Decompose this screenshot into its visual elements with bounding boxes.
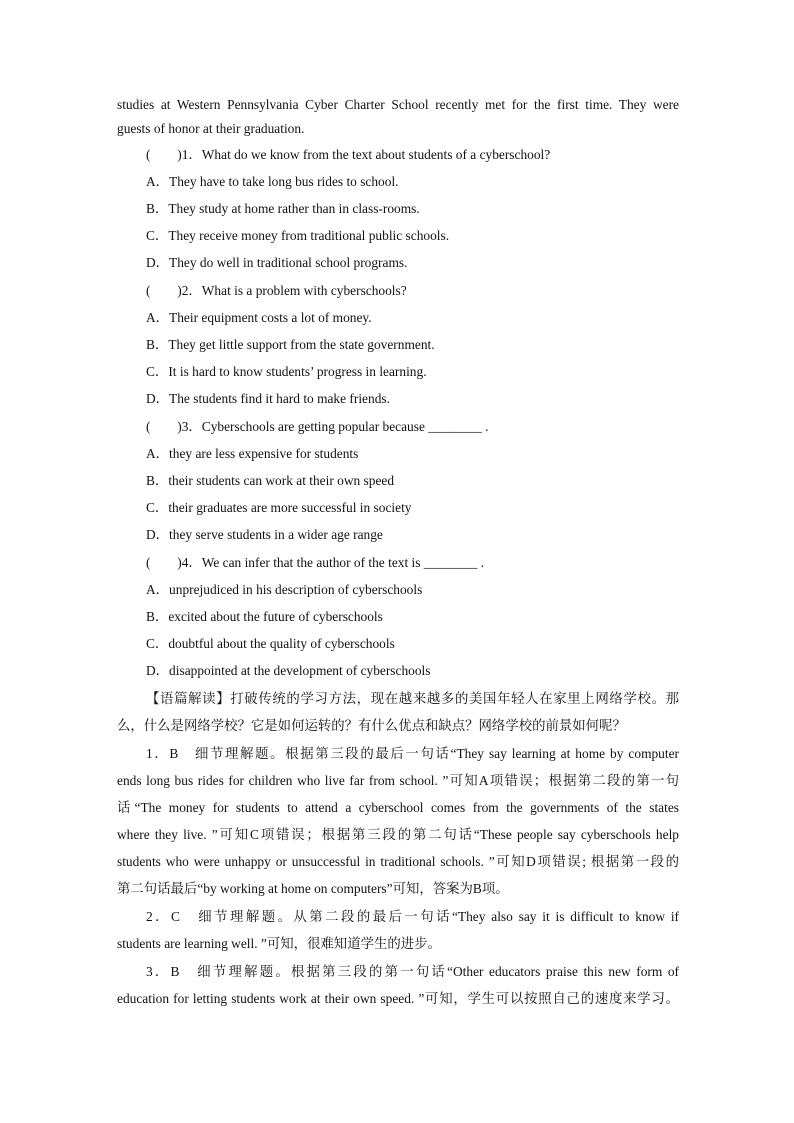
option-text: A．unprejudiced in his description of cyberschools <box>146 582 423 597</box>
analysis-intro: 么，什么是网络学校？它是如何运转的？有什么优点和缺点？网络学校的前景如何呢？ <box>117 718 626 733</box>
option-text: C．They receive money from traditional public schools. <box>146 228 450 243</box>
answer-explanation: 第二句话最后“by working at home on computers”可知，答案为B项。 <box>117 881 509 896</box>
option-text: D．They do well in traditional school programs. <box>146 255 408 270</box>
answer-explanation: 3．B 细节理解题。根据第三段的第一句话“Other educators praise this new form of <box>146 964 679 979</box>
option-text: C．It is hard to know students’ progress in learning. <box>146 364 427 379</box>
question-stem: ( )2．What is a problem with cyberschools? <box>146 283 407 298</box>
option-text: B．They study at home rather than in class-rooms. <box>146 201 420 216</box>
option-text: D．disappointed at the development of cyberschools <box>146 663 431 678</box>
answer-explanation: 2．C 细节理解题。从第二段的最后一句话“They also say it is difficult to know if <box>146 909 679 924</box>
option-text: C．their graduates are more successful in society <box>146 500 412 515</box>
option-text: B．their students can work at their own speed <box>146 473 395 488</box>
option-text: C．doubtful about the quality of cyberschools <box>146 636 395 651</box>
option-text: B．excited about the future of cyberschools <box>146 609 383 624</box>
passage-line: guests of honor at their graduation. <box>117 121 305 136</box>
option-text: D．they serve students in a wider age range <box>146 527 383 542</box>
question-stem: ( )1．What do we know from the text about students of a cyberschool? <box>146 147 551 162</box>
answer-explanation: students who were unhappy or unsuccessful in traditional schools. ”可知D项错误; 根据第一段的 <box>117 854 679 869</box>
analysis-intro: 【语篇解读】打破传统的学习方法，现在越来越多的美国年轻人在家里上网络学校。那 <box>146 691 679 706</box>
question-stem: ( )4．We can infer that the author of the text is ________ . <box>146 555 485 570</box>
question-stem: ( )3．Cyberschools are getting popular because ________ . <box>146 419 489 434</box>
option-text: A．Their equipment costs a lot of money. <box>146 310 372 325</box>
option-text: A．they are less expensive for students <box>146 446 359 461</box>
passage-line: studies at Western Pennsylvania Cyber Charter School recently met for the first time. They were <box>117 97 679 112</box>
answer-explanation: where they live. ”可知C项错误；根据第三段的第二句话“These people say cyberschools help <box>117 827 679 842</box>
answer-explanation: education for letting students work at their own speed. ”可知，学生可以按照自己的速度来学习。 <box>117 991 679 1006</box>
option-text: B．They get little support from the state government. <box>146 337 435 352</box>
answer-explanation: 1．B 细节理解题。根据第三段的最后一句话“They say learning at home by computer <box>146 746 679 761</box>
answer-explanation: ends long bus rides for children who live far from school. ”可知A项错误；根据第二段的第一句 <box>117 773 679 788</box>
answer-explanation: students are learning well. ”可知，很难知道学生的进步。 <box>117 936 441 951</box>
answer-explanation: 话“The money for students to attend a cyberschool comes from the governments of the states <box>117 800 679 815</box>
option-text: D．The students find it hard to make friends. <box>146 391 390 406</box>
option-text: A．They have to take long bus rides to school. <box>146 174 399 189</box>
